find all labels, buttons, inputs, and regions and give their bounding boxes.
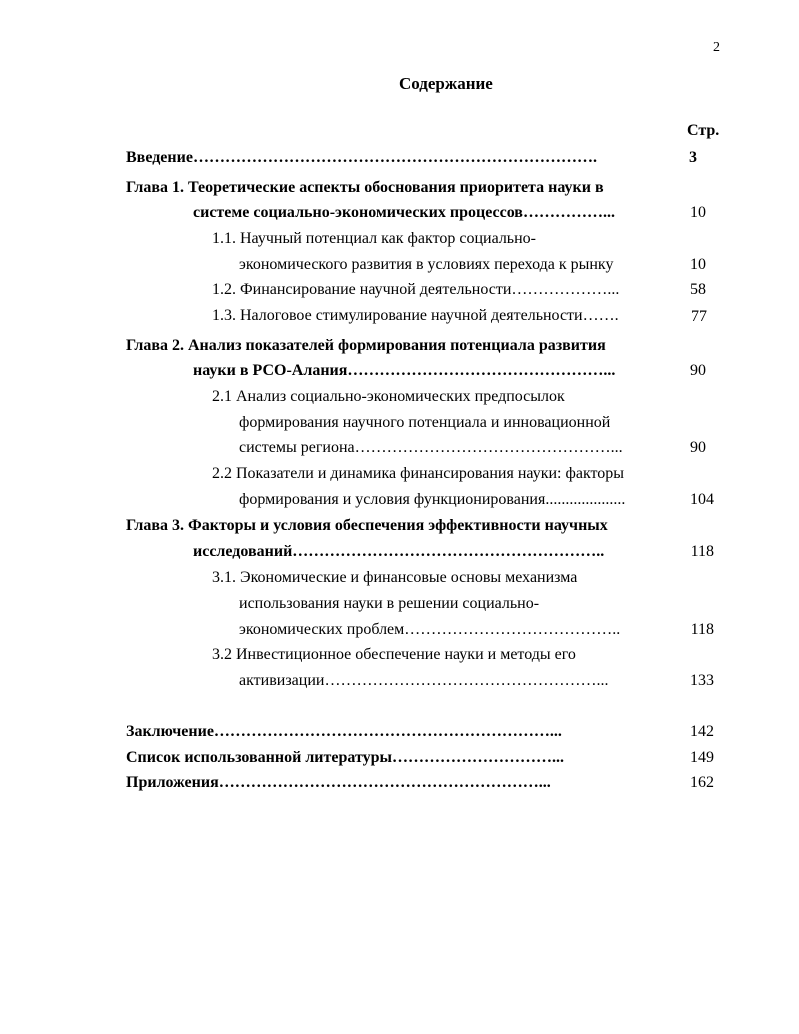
toc-page-number: 90 bbox=[690, 362, 706, 379]
toc-page-number: 3 bbox=[689, 149, 697, 166]
toc-line: активизации……………………………………………... bbox=[239, 672, 609, 689]
toc-line: системе социально-экономических процессов……………... bbox=[193, 204, 615, 221]
toc-page-number: 77 bbox=[691, 308, 707, 325]
toc-line: формирования и условия функционирования.................... bbox=[239, 491, 626, 508]
toc-line: Глава 3. Факторы и условия обеспечения эффективности научных bbox=[126, 517, 608, 534]
toc-page-number: 149 bbox=[690, 749, 714, 766]
toc-page-number: 142 bbox=[690, 723, 714, 740]
toc-line: Глава 1. Теоретические аспекты обоснования приоритета науки в bbox=[126, 179, 604, 196]
toc-line: экономических проблем………………………………….. bbox=[239, 621, 621, 638]
toc-page-number: 90 bbox=[690, 439, 706, 456]
toc-line: Список использованной литературы…………………………... bbox=[126, 749, 564, 766]
toc-page-number: 10 bbox=[690, 204, 706, 221]
toc-line: науки в РСО-Алания…………………………………………... bbox=[193, 362, 616, 379]
toc-page-number: 118 bbox=[690, 543, 714, 560]
toc-page-number: 10 bbox=[690, 256, 706, 273]
toc-line: использования науки в решении социально- bbox=[239, 595, 540, 612]
toc-page-number: 118 bbox=[690, 621, 714, 638]
toc-line: системы региона…………………………………………... bbox=[239, 439, 623, 456]
toc-line: 2.2 Показатели и динамика финансирования науки: факторы bbox=[212, 465, 625, 482]
page-title: Содержание bbox=[399, 74, 493, 93]
toc-line: 1.2. Финансирование научной деятельности………………... bbox=[212, 281, 620, 298]
toc-line: формирования научного потенциала и инновационной bbox=[239, 414, 611, 431]
toc-line: исследований………………………………………………….. bbox=[193, 543, 605, 560]
toc-page-number: 133 bbox=[690, 672, 714, 689]
page-number: 2 bbox=[713, 40, 720, 55]
toc-line: 2.1 Анализ социально-экономических предпосылок bbox=[212, 388, 565, 405]
toc-line: 1.1. Научный потенциал как фактор социально- bbox=[212, 230, 536, 247]
toc-line: 3.2 Инвестиционное обеспечение науки и методы его bbox=[212, 646, 576, 663]
toc-line: Приложения……………………………………………………... bbox=[126, 774, 551, 791]
page-column-header: Стр. bbox=[687, 122, 720, 139]
toc-line: Введение…………………………………………………………………. bbox=[126, 149, 597, 166]
toc-line: Глава 2. Анализ показателей формирования потенциала развития bbox=[126, 337, 606, 354]
toc-line: Заключение………………………………………………………... bbox=[126, 723, 562, 740]
toc-line: экономического развития в условиях перехода к рынку bbox=[239, 256, 614, 273]
toc-page-number: 104 bbox=[690, 491, 714, 508]
toc-line: 3.1. Экономические и финансовые основы механизма bbox=[212, 569, 578, 586]
toc-line: 1.3. Налоговое стимулирование научной деятельности……. bbox=[212, 307, 619, 324]
toc-page-number: 162 bbox=[690, 774, 714, 791]
toc-page-number: 58 bbox=[690, 281, 706, 298]
